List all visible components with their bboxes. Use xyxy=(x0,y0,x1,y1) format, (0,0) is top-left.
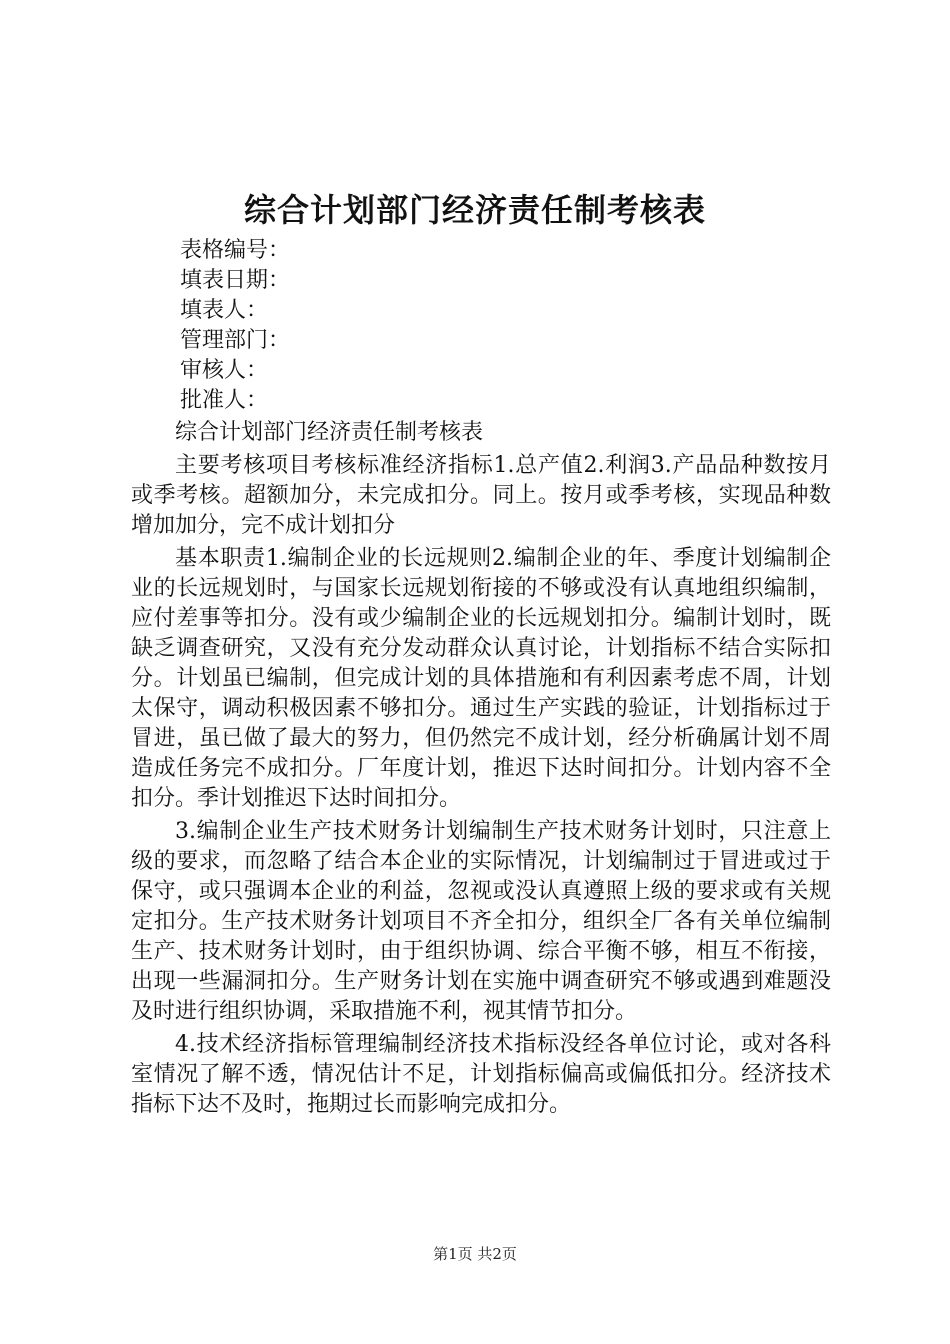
document-body xyxy=(131,418,831,1120)
meta-field-reviewer: 审核人： xyxy=(180,358,269,383)
paragraph-technical-indicators: 4.技术经济指标管理编制经济技术指标没经各单位讨论，或对各科室情况了解不透，情况估计不足，计划指标偏高或偏低扣分。经济技术指标下达不及时，拖期过长而影响完成扣分。 xyxy=(131,1032,831,1117)
meta-field-form-number: 表格编号： xyxy=(180,238,291,263)
form-meta-fields xyxy=(180,236,290,416)
meta-field-approver: 批准人： xyxy=(180,388,269,413)
meta-field-department: 管理部门： xyxy=(180,328,291,353)
page-footer: 第1页 共2页 xyxy=(433,1245,517,1263)
page-title: 综合计划部门经济责任制考核表 xyxy=(243,191,706,229)
meta-field-filler: 填表人： xyxy=(180,298,269,323)
paragraph-basic-duties: 基本职责1.编制企业的长远规则2.编制企业的年、季度计划编制企业的长远规划时，与国家长远规划衔接的不够或没有认真地组织编制，应付差事等扣分。没有或少编制企业的长远规划扣分。编制计划时，既缺乏调查研究，又没有充分发动群众认真讨论，计划指标不结合实际扣分。计划虽已编制，但完成计划的具体措施和有利因素考虑不周，计划太保守，调动积极因素不够扣分。通过生产实践的验证，计划指标过于冒进，虽已做了最大的努力，但仍然完不成计划，经分析确属计划不周造成任务完不成扣分。厂年度计划，推迟下达时间扣分。计划内容不全扣分。季计划推迟下达时间扣分。 xyxy=(131,546,831,811)
meta-field-fill-date: 填表日期： xyxy=(180,268,291,293)
section-subtitle: 综合计划部门经济责任制考核表 xyxy=(175,420,484,445)
paragraph-financial-plan: 3.编制企业生产技术财务计划编制生产技术财务计划时，只注意上级的要求，而忽略了结合本企业的实际情况，计划编制过于冒进或过于保守，或只强调本企业的利益，忽视或没认真遵照上级的要求或有关规定扣分。生产技术财务计划项目不齐全扣分，组织全厂各有关单位编制生产、技术财务计划时，由于组织协调、综合平衡不够，相互不衔接，出现一些漏洞扣分。生产财务计划在实施中调查研究不够或遇到难题没及时进行组织协调，采取措施不利，视其情节扣分。 xyxy=(131,819,831,1024)
paragraph-assessment-items: 主要考核项目考核标准经济指标1.总产值2.利润3.产品品种数按月或季考核。超额加分，未完成扣分。同上。按月或季考核，实现品种数增加加分，完不成计划扣分 xyxy=(131,453,831,538)
